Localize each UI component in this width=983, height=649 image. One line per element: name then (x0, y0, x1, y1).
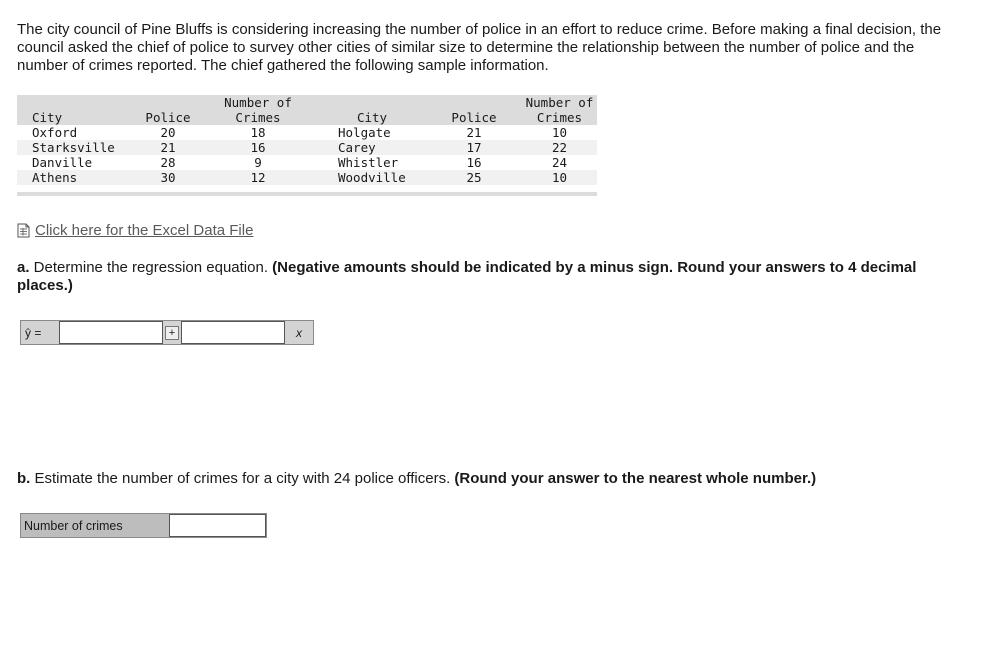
x-variable-label: x (296, 325, 302, 340)
cell-police: 17 (466, 140, 482, 155)
header-crimes-2: Crimes (536, 110, 583, 125)
cell-city: Carey (338, 140, 376, 155)
header-crimes-1: Crimes (235, 110, 281, 125)
table-row (17, 125, 597, 140)
cell-police: 25 (466, 170, 482, 185)
crimes-estimate-row (20, 513, 267, 538)
question-b-note: (Round your answer to the nearest whole number.) (454, 470, 817, 487)
spreadsheet-file-icon (17, 223, 31, 238)
police-crimes-table (17, 95, 597, 185)
question-a-label: a. (17, 259, 30, 276)
number-of-crimes-label: Number of crimes (24, 518, 123, 533)
regression-equation-row (20, 320, 314, 345)
header-number-of-2: Number of (525, 95, 594, 110)
cell-police: 20 (160, 125, 176, 140)
intercept-input[interactable] (59, 321, 163, 344)
header-city-2: City (356, 110, 388, 125)
question-a-note: (Negative amounts should be indicated by a minus sign. Round your answers to 4 decimal places.) (17, 259, 917, 294)
table-bottom-rule (17, 192, 597, 196)
cell-crimes: 16 (250, 140, 266, 155)
cell-crimes: 18 (250, 125, 266, 140)
cell-police: 21 (160, 140, 176, 155)
cell-city: Whistler (338, 155, 399, 170)
question-b (17, 470, 957, 488)
cell-police: 16 (466, 155, 482, 170)
cell-crimes: 22 (551, 140, 568, 155)
slope-input[interactable] (181, 321, 285, 344)
yhat-label: ŷ = (25, 325, 42, 340)
cell-city: Woodville (338, 170, 406, 185)
cell-crimes: 12 (250, 170, 266, 185)
cell-crimes: 10 (551, 170, 568, 185)
header-city-1: City (32, 110, 63, 125)
header-police-1: Police (145, 110, 191, 125)
plus-sign: + (165, 326, 179, 340)
number-of-crimes-input[interactable] (169, 514, 266, 537)
excel-link-label[interactable]: Click here for the Excel Data File (35, 222, 254, 239)
cell-city: Danville (32, 155, 93, 170)
excel-data-link[interactable] (17, 222, 253, 239)
header-police-2: Police (451, 110, 497, 125)
cell-police: 28 (160, 155, 176, 170)
question-b-text: Estimate the number of crimes for a city with 24 police officers. (30, 470, 455, 487)
table-row (17, 170, 597, 185)
problem-intro: The city council of Pine Bluffs is considering increasing the number of police in an effort to reduce crime. Before making a final decision, the council asked the chief of police to survey other cities of similar size to determine the relationship between the number of police and the number of crimes reported. The chief gathered the following sample information. (17, 21, 942, 74)
cell-crimes: 9 (254, 155, 262, 170)
header-number-of-1: Number of (224, 95, 292, 110)
cell-city: Holgate (338, 125, 391, 140)
cell-crimes: 24 (551, 155, 568, 170)
table-header-row (17, 110, 597, 125)
question-a (17, 259, 957, 295)
table-row (17, 140, 597, 155)
table-row (17, 155, 597, 170)
cell-police: 21 (466, 125, 482, 140)
question-a-text: Determine the regression equation. (29, 259, 273, 276)
question-b-label: b. (17, 470, 31, 487)
cell-crimes: 10 (551, 125, 568, 140)
cell-city: Athens (32, 170, 78, 185)
cell-city: Oxford (32, 125, 78, 140)
cell-city: Starksville (32, 140, 115, 155)
cell-police: 30 (160, 170, 176, 185)
table-header-row (17, 95, 597, 110)
